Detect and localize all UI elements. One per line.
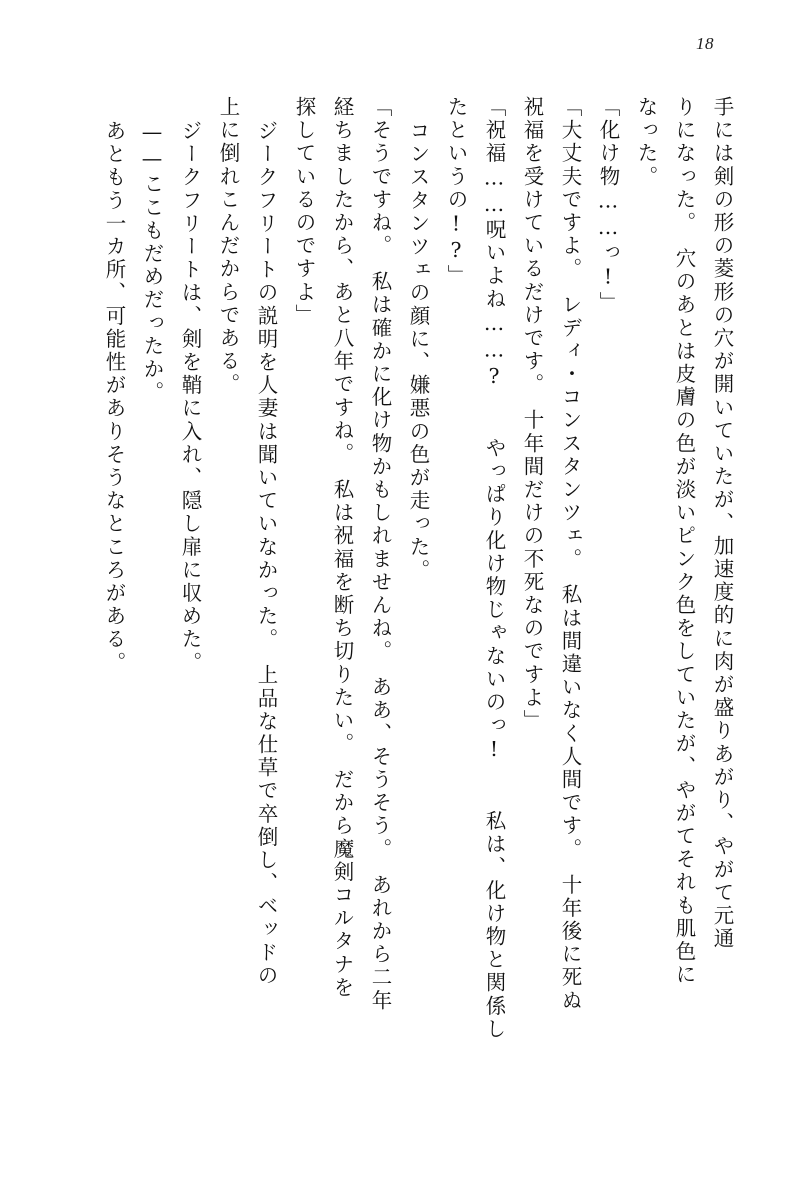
text-line: あともう一カ所、可能性がありそうなところがある。 xyxy=(102,120,126,675)
text-line: りになった。 穴のあとは皮膚の色が淡いピンク色をしていたが、やがてそれも肌色に xyxy=(672,96,696,987)
text-line: 「祝福……呪いよね……? やっぱり化け物じゃないのっ! 私は、化け物と関係し xyxy=(482,96,506,1041)
text-line: 手には剣の形の菱形の穴が開いていたが、加速度的に肉が盛りあがり、やがて元通 xyxy=(710,96,734,951)
text-line: コンスタンツェの顔に、嫌悪の色が走った。 xyxy=(406,120,430,582)
text-line: 「化け物……っ!」 xyxy=(596,96,620,315)
text-line: 「大丈夫ですよ。 レディ・コンスタンツェ。 私は間違いなく人間です。 十年後に死ぬ xyxy=(558,96,582,1013)
text-line: 祝福を受けているだけです。 十年間だけの不死なのですよ」 xyxy=(520,96,544,733)
text-line: ジークフリートは、剣を鞘に入れ、隠し扉に収めた。 xyxy=(178,120,202,675)
text-line: 上に倒れこんだからである。 xyxy=(216,96,240,397)
text-line: 経ちましたから、あと八年ですね。 私は祝福を断ち切りたい。 だから魔剣コルタナを xyxy=(330,96,354,1000)
text-line: たというの!?」 xyxy=(444,96,468,288)
text-line: ジークフリートの説明を人妻は聞いていなかった。 上品な仕草で卒倒し、ベッドの xyxy=(254,120,278,988)
page-number: 18 xyxy=(696,34,714,53)
text-line: なった。 xyxy=(634,96,658,189)
text-line: 「そうですね。 私は確かに化け物かもしれませんね。 ああ、そうそう。 あれから二年 xyxy=(368,96,392,1013)
vertical-text-block xyxy=(48,96,732,1144)
text-line: ——ここもだめだったか。 xyxy=(140,120,164,405)
text-line: 探しているのですよ」 xyxy=(292,96,316,327)
